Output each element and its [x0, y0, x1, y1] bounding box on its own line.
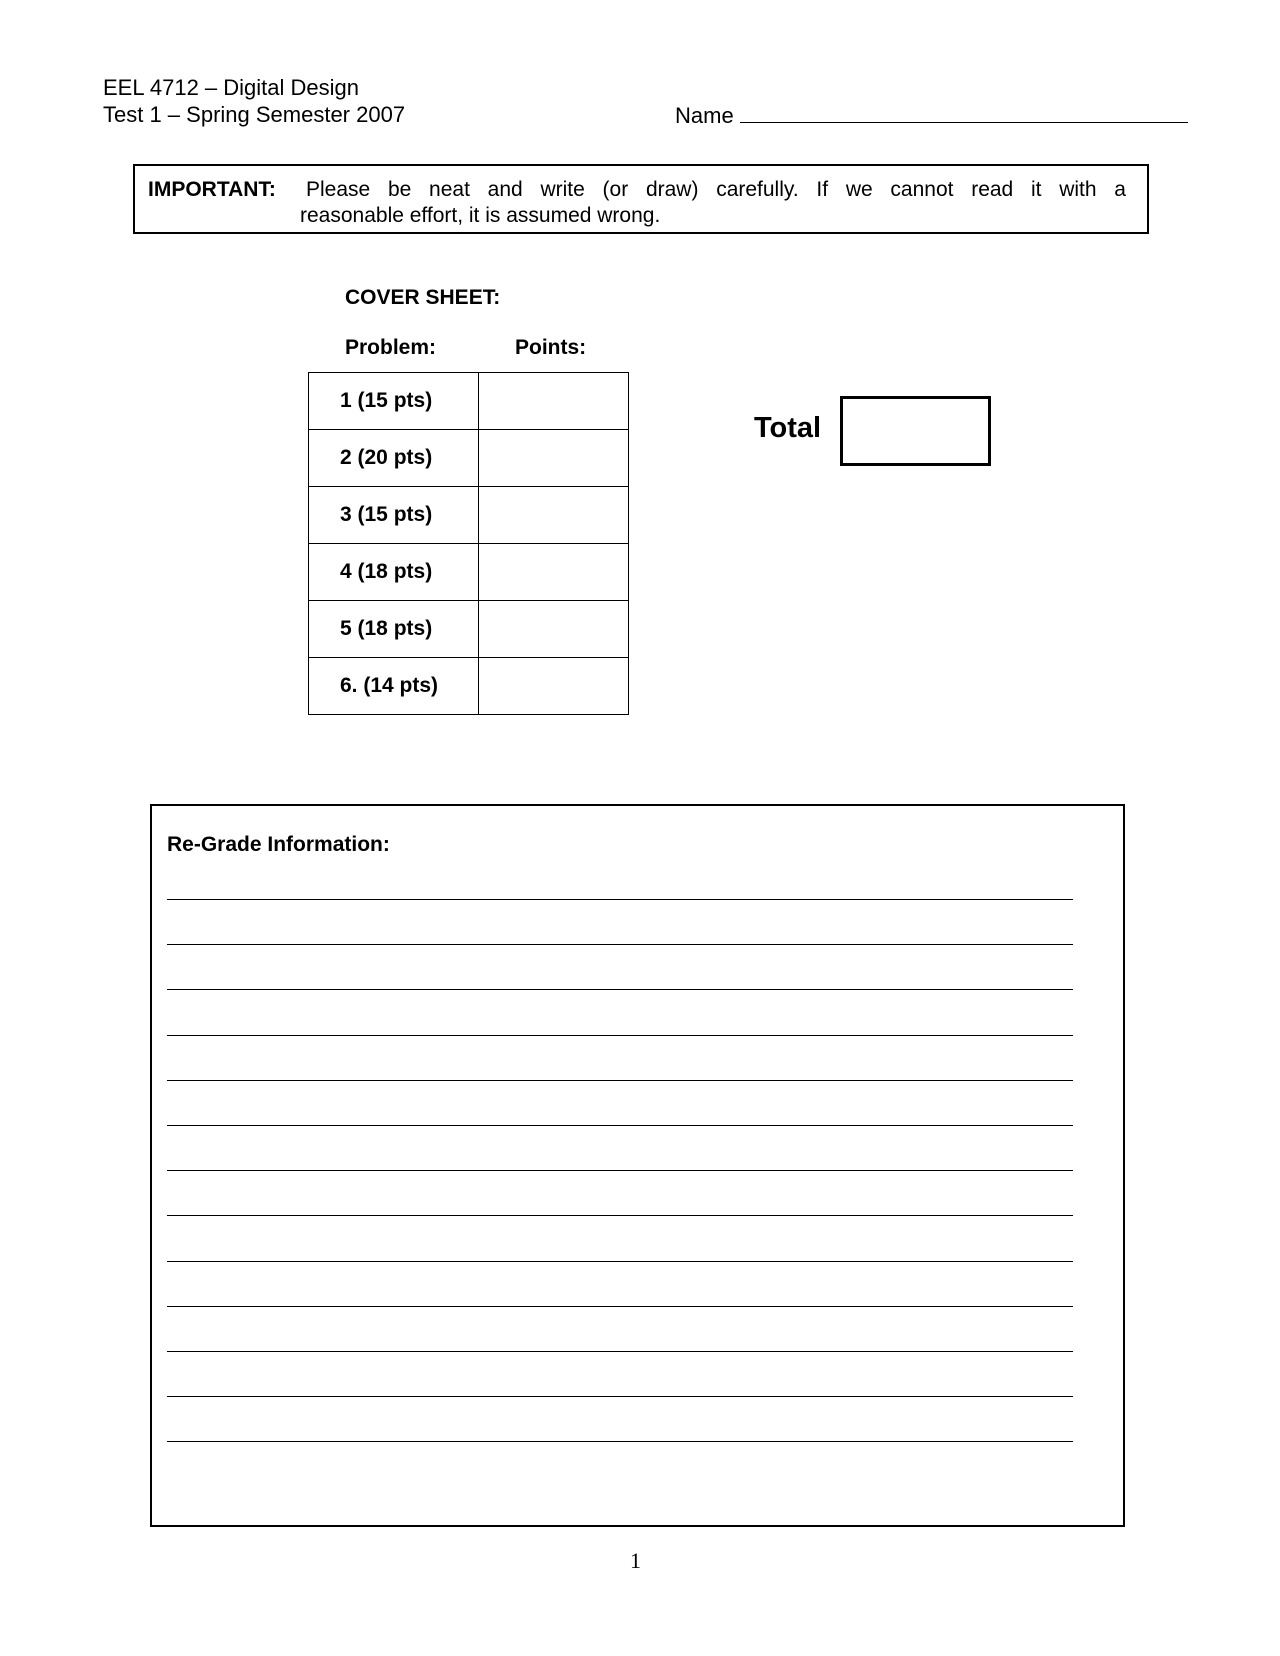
regrade-writing-line[interactable] — [167, 1215, 1073, 1216]
problem-cell: 5 (18 pts) — [309, 601, 479, 658]
problem-cell: 4 (18 pts) — [309, 544, 479, 601]
regrade-writing-line[interactable] — [167, 1306, 1073, 1307]
regrade-writing-line[interactable] — [167, 1035, 1073, 1036]
points-cell[interactable] — [479, 373, 629, 430]
regrade-writing-line[interactable] — [167, 1080, 1073, 1081]
points-cell[interactable] — [479, 601, 629, 658]
table-row — [309, 601, 629, 658]
important-text-line1: Please be neat and write (or draw) carefully. If we cannot read it with a — [306, 178, 1126, 201]
page-number: 1 — [630, 1548, 641, 1573]
regrade-writing-line[interactable] — [167, 1261, 1073, 1262]
problem-cell: 2 (20 pts) — [309, 430, 479, 487]
total-label: Total — [754, 412, 822, 444]
regrade-writing-line[interactable] — [167, 1351, 1073, 1352]
regrade-writing-line[interactable] — [167, 989, 1073, 990]
problem-column-header: Problem: — [345, 336, 437, 359]
table-row — [309, 658, 629, 715]
problem-cell: 3 (15 pts) — [309, 487, 479, 544]
score-table — [308, 372, 629, 715]
table-row — [309, 487, 629, 544]
points-cell[interactable] — [479, 544, 629, 601]
table-row — [309, 373, 629, 430]
regrade-title: Re-Grade Information: — [167, 833, 390, 856]
total-score-box[interactable] — [840, 396, 991, 466]
regrade-writing-line[interactable] — [167, 899, 1073, 900]
points-cell[interactable] — [479, 487, 629, 544]
course-title: EEL 4712 – Digital Design — [103, 75, 360, 100]
important-label: IMPORTANT: — [148, 178, 276, 201]
points-cell[interactable] — [479, 658, 629, 715]
problem-cell: 6. (14 pts) — [309, 658, 479, 715]
important-text-line2: reasonable effort, it is assumed wrong. — [300, 204, 661, 227]
regrade-writing-line[interactable] — [167, 1441, 1073, 1442]
test-title: Test 1 – Spring Semester 2007 — [103, 102, 406, 127]
regrade-writing-line[interactable] — [167, 1170, 1073, 1171]
table-row — [309, 430, 629, 487]
name-input-line[interactable] — [740, 102, 1188, 123]
table-row — [309, 544, 629, 601]
name-label: Name — [675, 103, 734, 128]
regrade-writing-line[interactable] — [167, 1125, 1073, 1126]
regrade-box — [150, 804, 1125, 1527]
points-cell[interactable] — [479, 430, 629, 487]
points-column-header: Points: — [515, 336, 587, 359]
problem-cell: 1 (15 pts) — [309, 373, 479, 430]
regrade-writing-line[interactable] — [167, 944, 1073, 945]
regrade-writing-line[interactable] — [167, 1396, 1073, 1397]
name-field[interactable] — [675, 102, 1188, 129]
cover-sheet-title: COVER SHEET: — [345, 286, 501, 309]
